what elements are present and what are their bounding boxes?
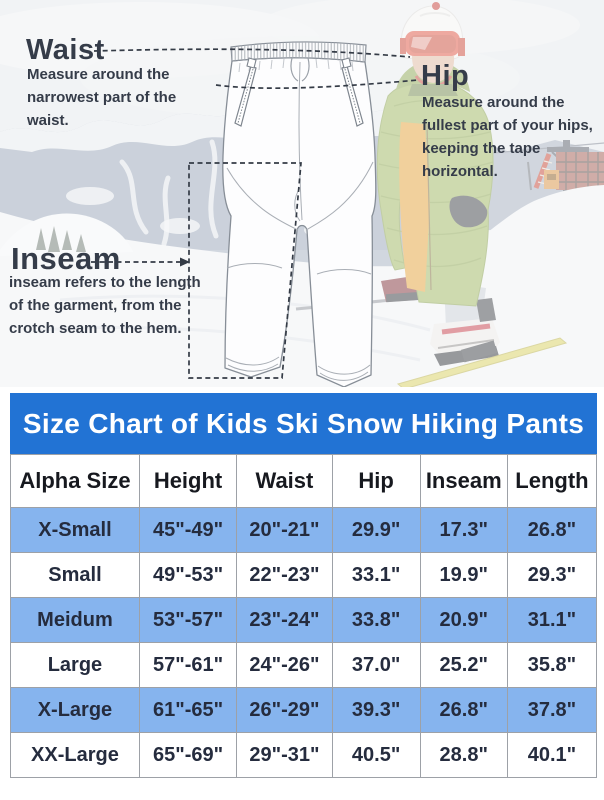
cell-inseam: 19.9" <box>420 553 507 598</box>
cell-height: 45"-49" <box>139 508 236 553</box>
hip-annotation-description: Measure around the fullest part of your hips, keeping the tape horizontal. <box>422 94 593 180</box>
cell-size: Large <box>11 643 140 688</box>
cell-size: XX-Large <box>11 733 140 778</box>
size-chart <box>10 393 597 778</box>
cell-inseam: 28.8" <box>420 733 507 778</box>
cell-hip: 33.8" <box>332 598 420 643</box>
cell-waist: 23"-24" <box>237 598 333 643</box>
cell-waist: 22"-23" <box>237 553 333 598</box>
cell-hip: 37.0" <box>332 643 420 688</box>
table-row <box>11 688 597 733</box>
column-header-hip: Hip <box>332 455 420 508</box>
cell-waist: 20"-21" <box>237 508 333 553</box>
column-header-inseam: Inseam <box>420 455 507 508</box>
cell-length: 35.8" <box>507 643 596 688</box>
cell-inseam: 25.2" <box>420 643 507 688</box>
cell-height: 49"-53" <box>139 553 236 598</box>
column-header-alpha-size: Alpha Size <box>11 455 140 508</box>
cell-size: X-Large <box>11 688 140 733</box>
cell-length: 29.3" <box>507 553 596 598</box>
cell-size: X-Small <box>11 508 140 553</box>
cell-waist: 29"-31" <box>237 733 333 778</box>
waist-annotation-description: Measure around the narrowest part of the waist. <box>27 66 177 129</box>
cell-size: Small <box>11 553 140 598</box>
table-row <box>11 643 597 688</box>
cell-hip: 39.3" <box>332 688 420 733</box>
cell-length: 31.1" <box>507 598 596 643</box>
table-row <box>11 553 597 598</box>
table-row <box>11 733 597 778</box>
cell-length: 26.8" <box>507 508 596 553</box>
cell-waist: 26"-29" <box>237 688 333 733</box>
table-row <box>11 508 597 553</box>
cell-height: 57"-61" <box>139 643 236 688</box>
size-chart-title: Size Chart of Kids Ski Snow Hiking Pants <box>10 393 597 454</box>
cell-height: 65"-69" <box>139 733 236 778</box>
inseam-annotation-description: inseam refers to the length of the garment, from the crotch seam to the hem. <box>9 274 201 337</box>
cell-hip: 40.5" <box>332 733 420 778</box>
cell-length: 37.8" <box>507 688 596 733</box>
cell-hip: 29.9" <box>332 508 420 553</box>
cell-hip: 33.1" <box>332 553 420 598</box>
cell-height: 61"-65" <box>139 688 236 733</box>
cell-height: 53"-57" <box>139 598 236 643</box>
cell-inseam: 20.9" <box>420 598 507 643</box>
size-chart-table <box>10 454 597 778</box>
hip-annotation-title: Hip <box>421 60 470 92</box>
table-row <box>11 598 597 643</box>
cell-inseam: 17.3" <box>420 508 507 553</box>
column-header-height: Height <box>139 455 236 508</box>
inseam-annotation-title: Inseam <box>11 241 121 276</box>
waist-annotation-title: Waist <box>26 34 105 66</box>
column-header-length: Length <box>507 455 596 508</box>
table-header-row <box>11 455 597 508</box>
cell-length: 40.1" <box>507 733 596 778</box>
cell-inseam: 26.8" <box>420 688 507 733</box>
column-header-waist: Waist <box>237 455 333 508</box>
cell-size: Meidum <box>11 598 140 643</box>
cell-waist: 24"-26" <box>237 643 333 688</box>
